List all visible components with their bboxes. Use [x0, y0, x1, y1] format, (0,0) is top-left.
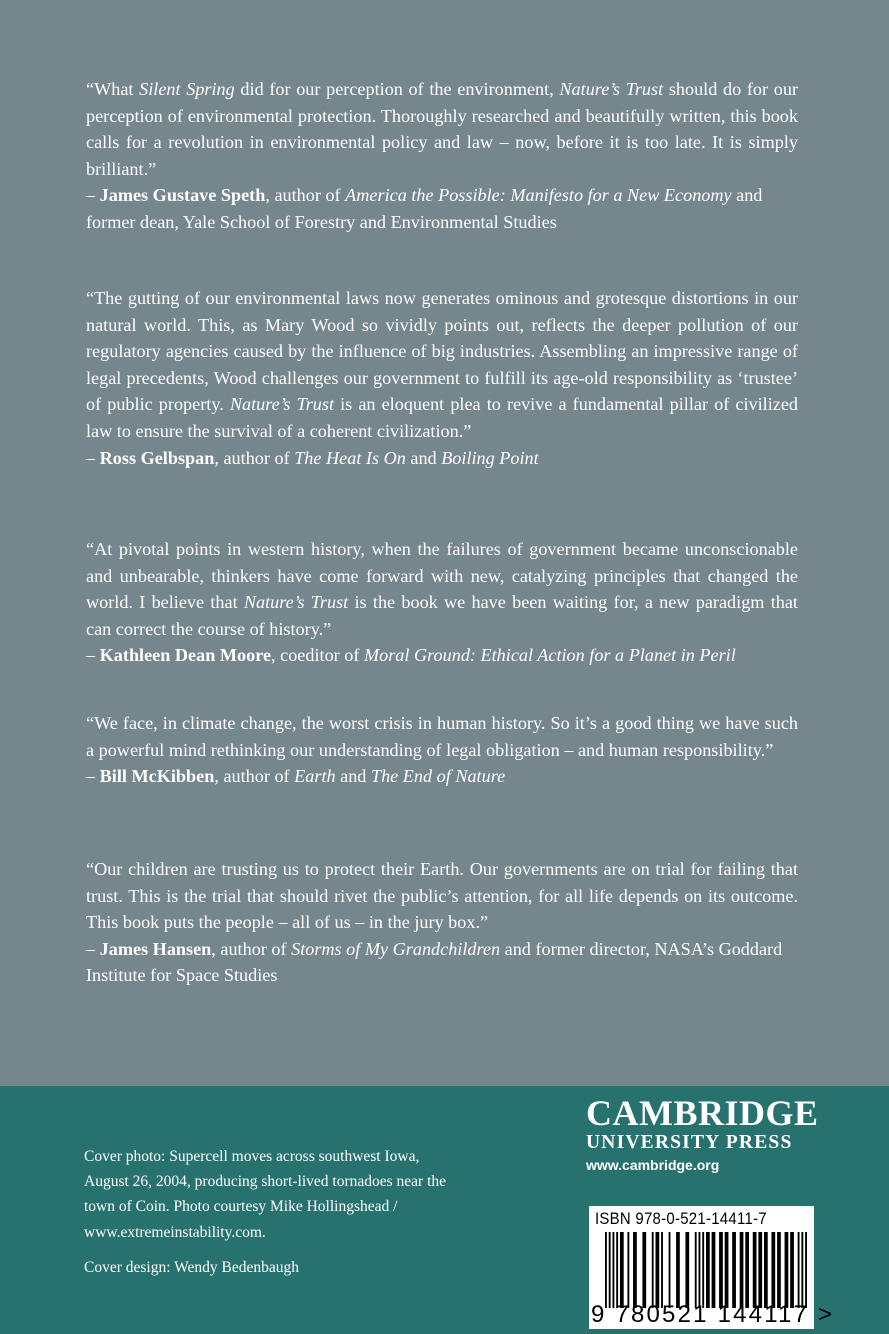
endorsement-attribution — [86, 642, 798, 669]
italic-title: Nature’s Trust — [229, 394, 335, 415]
italic-title: Storms of My Grandchildren — [291, 938, 501, 959]
text-run: and former dean, Yale School of Forestry and Environmental Studies — [86, 185, 763, 232]
publisher-url: www.cambridge.org — [586, 1157, 720, 1173]
text-run: did for our perception of the environment, — [234, 79, 560, 99]
barcode-bar — [753, 1232, 757, 1308]
barcode-bar — [801, 1232, 803, 1308]
barcode-bar — [652, 1232, 654, 1308]
text-run: should do for our perception of environmental protection. Thoroughly researched and beautifully written, this book calls for a revolution in environmental policy and law – now, before it is too late. It is simply brilliant.” — [86, 79, 798, 179]
endorsement-attribution — [86, 936, 798, 989]
endorsement-attribution — [86, 763, 798, 790]
endorser-name: James Hansen — [99, 938, 212, 959]
endorsement-quote — [86, 710, 798, 763]
publisher-logo — [586, 1093, 819, 1176]
barcode-bar — [656, 1232, 660, 1308]
endorsement — [86, 710, 798, 790]
barcode-bar — [661, 1232, 663, 1308]
endorser-name: Bill McKibben — [99, 766, 215, 787]
italic-title: Nature’s Trust — [559, 79, 664, 99]
photo-credit: Cover photo: Supercell moves across southwest Iowa, August 26, 2004, producing short-lived tornadoes near the town of Coin. Photo courtesy Mike Hollingshead / www.extremeinstability.com. — [84, 1148, 447, 1241]
endorser-name: James Gustave Speth — [99, 185, 266, 206]
barcode-bar — [685, 1232, 689, 1308]
endorsement-quote — [86, 76, 798, 182]
italic-title: Boiling Point — [441, 447, 539, 468]
cover-credits — [84, 1144, 454, 1280]
italic-title: Moral Ground: Ethical Action for a Planet in Peril — [363, 645, 736, 666]
endorser-name: Kathleen Dean Moore — [99, 645, 272, 666]
barcode-bar — [758, 1232, 762, 1308]
endorsement — [86, 856, 798, 989]
endorsement — [86, 536, 798, 669]
endorsement — [86, 76, 798, 236]
barcode-bar — [712, 1232, 716, 1308]
text-run: , author of — [265, 185, 346, 206]
text-run: – — [86, 766, 100, 787]
endorser-name: Ross Gelbspan — [99, 447, 215, 468]
barcode-bar — [702, 1232, 704, 1308]
barcode-bar — [719, 1232, 723, 1308]
italic-title: Nature’s Trust — [243, 592, 349, 613]
barcode-bar — [642, 1232, 646, 1308]
isbn-label: ISBN 978-0-521-14411-7 — [595, 1209, 767, 1228]
barcode-bar — [620, 1232, 624, 1308]
text-run: “What — [86, 79, 140, 99]
design-credit: Cover design: Wendy Bedenbaugh — [84, 1258, 299, 1276]
barcode-bar — [777, 1232, 781, 1308]
publisher-subtitle: UNIVERSITY PRESS — [586, 1132, 793, 1153]
barcode-bar — [609, 1232, 611, 1308]
barcode-bar — [605, 1232, 607, 1308]
barcode-bar — [771, 1232, 775, 1308]
text-run: is an eloquent plea to revive a fundamental pillar of civilized law to ensure the survival of a coherent civilization.” — [86, 394, 798, 441]
barcode-digits: 9 780521 144117 > — [591, 1301, 835, 1328]
italic-title: Silent Spring — [139, 79, 235, 99]
barcode-bars — [605, 1232, 807, 1308]
italic-title: Earth — [294, 766, 336, 787]
endorsement-attribution — [86, 182, 798, 235]
text-run: , author of — [211, 938, 292, 959]
text-run: “The gutting of our environmental laws now generates ominous and grotesque distortions in our natural world. This, as Mary Wood so vividly points out, reflects the deeper pollution of our regulatory agencies caused by the influence of big industries. Assembling an impressive range of legal precedents, Wood challenges our government to fulfill its age-old responsibility as ‘trustee’ of public property. — [86, 288, 798, 415]
barcode-bar — [725, 1232, 729, 1308]
text-run: – — [86, 185, 100, 206]
text-run: “We face, in climate change, the worst crisis in human history. So it’s a good thing we have such a powerful mind rethinking our understanding of legal obligation – and human responsibility.” — [86, 713, 798, 760]
endorsement-attribution — [86, 445, 798, 472]
text-run: , author of — [214, 766, 295, 787]
barcode-bar — [732, 1232, 736, 1308]
text-run: , author of — [214, 447, 295, 468]
barcode-bar — [633, 1232, 637, 1308]
barcode-bar — [785, 1232, 789, 1308]
barcode-bar — [676, 1232, 680, 1308]
text-run: – — [86, 447, 100, 468]
text-run: – — [86, 938, 100, 959]
endorsement-quote — [86, 536, 798, 642]
barcode-bar — [745, 1232, 749, 1308]
barcode-bar — [706, 1232, 710, 1308]
barcode-bar — [798, 1232, 800, 1308]
barcode-bar — [740, 1232, 744, 1308]
italic-title: The Heat Is On — [294, 447, 406, 468]
text-run: , coeditor of — [271, 645, 364, 666]
barcode-bar — [612, 1232, 614, 1308]
text-run: and — [405, 447, 442, 468]
text-run: and former director, NASA’s Goddard Institute for Space Studies — [86, 938, 783, 986]
endorsement — [86, 285, 798, 471]
text-run: “Our children are trusting us to protect their Earth. Our governments are on trial for failing that trust. This is the trial that should rivet the public’s attention, for all life depends on its outcome. This book puts the people – all of us – in the jury box.” — [86, 859, 798, 933]
italic-title: America the Possible: Manifesto for a New Economy — [345, 185, 732, 206]
barcode-bar — [805, 1232, 807, 1308]
endorsement-quote — [86, 285, 798, 445]
text-run: – — [86, 645, 100, 666]
italic-title: The End of Nature — [370, 766, 506, 787]
text-run: and — [335, 766, 371, 787]
isbn-barcode — [589, 1206, 835, 1329]
barcode-bar — [764, 1232, 768, 1308]
text-run: “At pivotal points in western history, when the failures of government became unconscionable and unbearable, thinkers have come forward with new, catalyzing principles that changed the world. I believe that — [86, 539, 798, 613]
publisher-name: CAMBRIDGE — [586, 1093, 819, 1133]
barcode-bar — [627, 1232, 629, 1308]
barcode-bar — [616, 1232, 618, 1308]
endorsement-quote — [86, 856, 798, 936]
barcode-bar — [695, 1232, 697, 1308]
barcode-bar — [669, 1232, 671, 1308]
barcode-bar — [699, 1232, 701, 1308]
barcode-bar — [790, 1232, 794, 1308]
text-run: is the book we have been waiting for, a new paradigm that can correct the course of history.” — [86, 592, 798, 639]
